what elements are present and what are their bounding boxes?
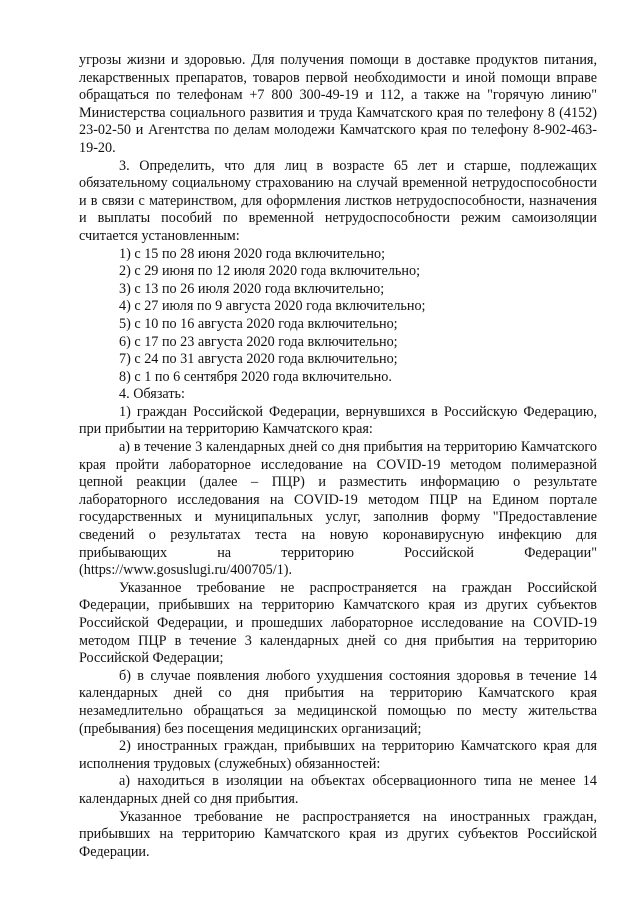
exception-note-2: Указанное требование не распространяется на иностранных граждан, прибывших на территорию Камчатского края из других субъектов Российской Федерации. xyxy=(79,808,597,860)
subitem-4-1-a: а) в течение 3 календарных дней со дня прибытия на территорию Камчатского края пройти лабораторное исследование на COVID-19 методом полимеразной цепной реакции (далее – ПЦР) и разместить информацию о результате лабораторного исследования на COVID-19 методом ПЦР на Едином портале государственных и муниципальных услуг, заполнив форму "Предоставление сведений о результатах теста на новую коронавирусную инфекцию для прибывающих на территорию Российской Федерации" (https://www.gosuslugi.ru/400705/1). xyxy=(79,439,597,579)
paragraph-item-3: 3. Определить, что для лиц в возрасте 65 лет и старше, подлежащих обязательному социальному страхованию на случай временной нетрудоспособности и в связи с материнством, для оформления листков нетрудоспособности, назначения и выплаты пособий по временной нетрудоспособности режим самоизоляции считается установленным: xyxy=(79,157,597,244)
period-item-5: 5) с 10 по 16 августа 2020 года включительно; xyxy=(119,315,398,332)
period-item-4: 4) с 27 июля по 9 августа 2020 года включительно; xyxy=(119,298,426,315)
period-item-6: 6) с 17 по 23 августа 2020 года включительно; xyxy=(119,333,398,350)
paragraph-item-4-heading: 4. Обязать: xyxy=(119,386,185,403)
exception-note-1: Указанное требование не распространяется на граждан Российской Федерации, прибывших на территорию Камчатского края из других субъектов Российской Федерации, и прошедших лабораторное исследование на COVID-19 методом ПЦР в течение 3 календарных дней со дня прибытия на территорию Российской Федерации; xyxy=(79,579,597,667)
period-item-7: 7) с 24 по 31 августа 2020 года включительно; xyxy=(119,351,398,368)
period-item-1: 1) с 15 по 28 июня 2020 года включительно; xyxy=(119,245,386,262)
subitem-4-2: 2) иностранных граждан, прибывших на территорию Камчатского края для исполнения трудовых (служебных) обязанностей: xyxy=(79,738,597,772)
document-page xyxy=(79,52,597,861)
period-item-3: 3) с 13 по 26 июля 2020 года включительно; xyxy=(119,280,385,297)
subitem-4-2-a: а) находиться в изоляции на объектах обсервационного типа не менее 14 календарных дней со дня прибытия. xyxy=(79,773,597,807)
period-item-2: 2) с 29 июня по 12 июля 2020 года включительно; xyxy=(119,263,421,280)
subitem-4-1: 1) граждан Российской Федерации, вернувшихся в Российскую Федерацию, при прибытии на территорию Камчатского края: xyxy=(79,403,597,438)
period-item-8: 8) с 1 по 6 сентября 2020 года включительно. xyxy=(119,368,392,385)
subitem-4-1-b: б) в случае появления любого ухудшения состояния здоровья в течение 14 календарных дней со дня прибытия на территорию Камчатского края незамедлительно обращаться за медицинской помощью по месту жительства (пребывания) без посещения медицинских организаций; xyxy=(79,667,597,737)
paragraph-continuation: угрозы жизни и здоровью. Для получения помощи в доставке продуктов питания, лекарственных препаратов, товаров первой необходимости и иной помощи вправе обращаться по телефонам +7 800 300-49-19 и 112, а также на "горячую линию" Министерства социального развития и труда Камчатского края по телефону 8 (4152) 23-02-50 и Агентства по делам молодежи Камчатского края по телефону 8-902-463-19-20. xyxy=(79,52,597,156)
